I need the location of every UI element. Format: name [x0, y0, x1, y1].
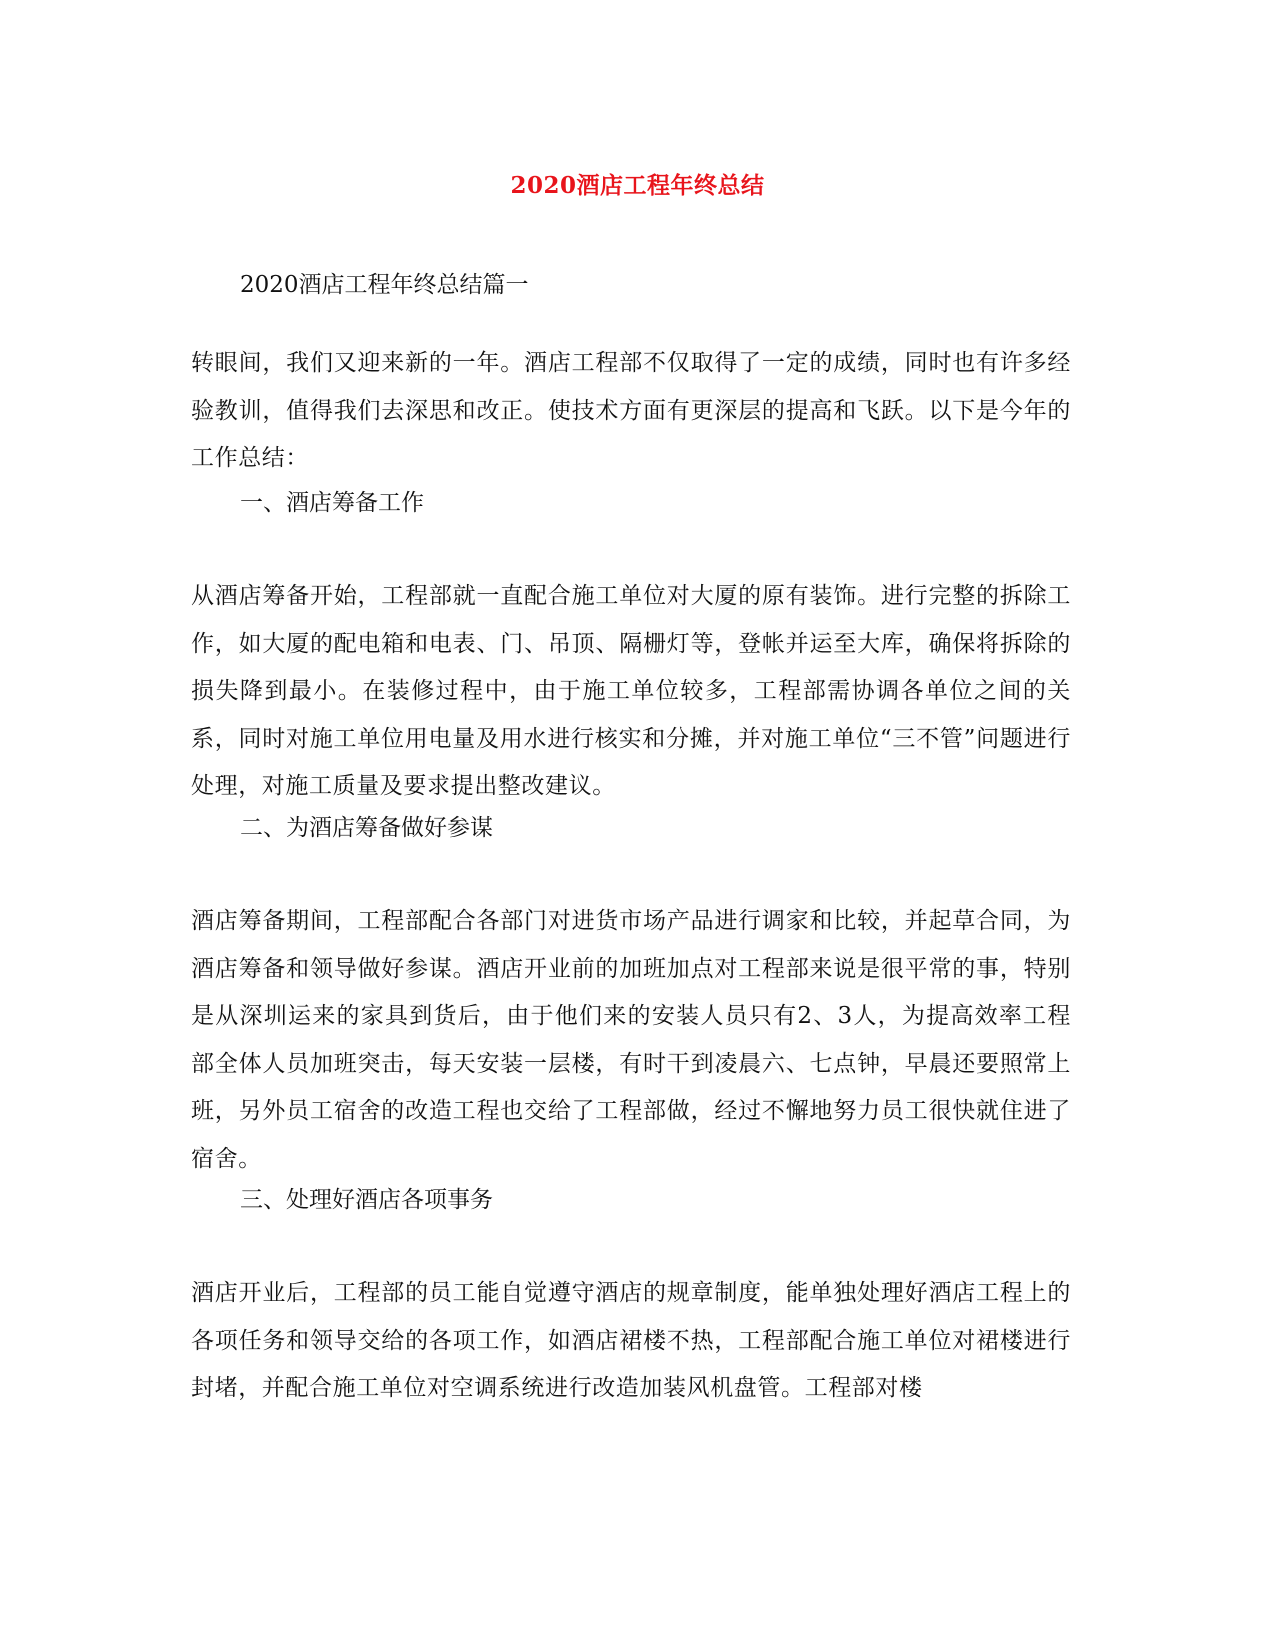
article-heading: 2020酒店工程年终总结篇一: [240, 272, 529, 298]
section-body-3: 酒店开业后，工程部的员工能自觉遵守酒店的规章制度，能单独处理好酒店工程上的各项任务和领导交给的各项工作，如酒店裙楼不热，工程部配合施工单位对裙楼进行封堵，并配合施工单位对空调系统进行改造加装风机盘管。工程部对楼: [191, 1280, 1071, 1401]
section-body-1: 从酒店筹备开始，工程部就一直配合施工单位对大厦的原有装饰。进行完整的拆除工作，如大厦的配电箱和电表、门、吊顶、隔栅灯等，登帐并运至大库，确保将拆除的损失降到最小。在装修过程中，由于施工单位较多，工程部需协调各单位之间的关系，同时对施工单位用电量及用水进行核实和分摊，并对施工单位“三不管”问题进行处理，对施工质量及要求提出整改建议。: [191, 583, 1071, 799]
section-heading-1: 一、酒店筹备工作: [240, 490, 424, 516]
intro-paragraph: 转眼间，我们又迎来新的一年。酒店工程部不仅取得了一定的成绩，同时也有许多经验教训，值得我们去深思和改正。使技术方面有更深层的提高和飞跃。以下是今年的工作总结：: [191, 350, 1071, 471]
document-title: 2020酒店工程年终总结: [510, 172, 765, 199]
section-heading-3: 三、处理好酒店各项事务: [240, 1187, 493, 1213]
section-heading-2: 二、为酒店筹备做好参谋: [240, 815, 493, 841]
section-body-2: 酒店筹备期间，工程部配合各部门对进货市场产品进行调家和比较，并起草合同，为酒店筹备和领导做好参谋。酒店开业前的加班加点对工程部来说是很平常的事，特别是从深圳运来的家具到货后，由于他们来的安装人员只有2、3人，为提高效率工程部全体人员加班突击，每天安装一层楼，有时干到凌晨六、七点钟，早晨还要照常上班，另外员工宿舍的改造工程也交给了工程部做，经过不懈地努力员工很快就住进了宿舍。: [191, 908, 1071, 1172]
